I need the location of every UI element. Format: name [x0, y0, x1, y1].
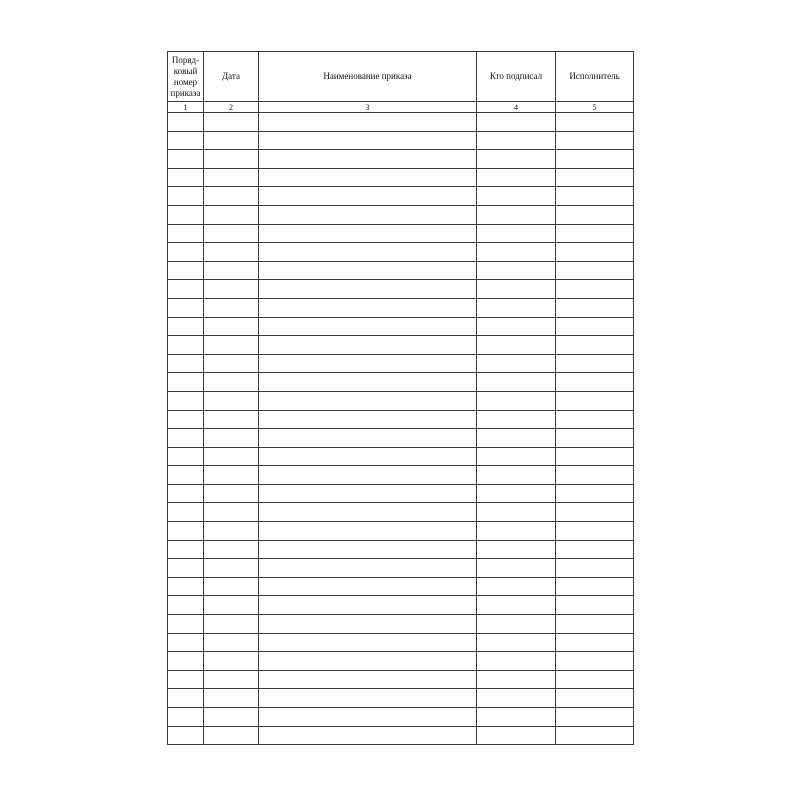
cell-order-title — [259, 243, 477, 262]
cell-signed-by — [477, 280, 556, 299]
cell-order-number — [168, 205, 204, 224]
table-row — [168, 484, 634, 503]
cell-order-title — [259, 187, 477, 206]
table-row — [168, 243, 634, 262]
cell-date — [204, 391, 259, 410]
column-number-row — [168, 102, 634, 113]
cell-executor — [556, 243, 634, 262]
cell-date — [204, 317, 259, 336]
cell-signed-by — [477, 391, 556, 410]
table-row — [168, 317, 634, 336]
cell-order-title — [259, 615, 477, 634]
cell-date — [204, 354, 259, 373]
column-header-signed-by: Кто подписал — [477, 52, 556, 102]
cell-executor — [556, 150, 634, 169]
cell-executor — [556, 131, 634, 150]
cell-order-title — [259, 503, 477, 522]
table-row — [168, 410, 634, 429]
cell-signed-by — [477, 503, 556, 522]
cell-signed-by — [477, 298, 556, 317]
cell-order-title — [259, 429, 477, 448]
cell-order-number — [168, 243, 204, 262]
cell-date — [204, 484, 259, 503]
cell-date — [204, 708, 259, 727]
cell-signed-by — [477, 205, 556, 224]
cell-order-number — [168, 336, 204, 355]
cell-date — [204, 689, 259, 708]
cell-executor — [556, 429, 634, 448]
cell-date — [204, 447, 259, 466]
cell-executor — [556, 224, 634, 243]
cell-order-title — [259, 150, 477, 169]
cell-signed-by — [477, 336, 556, 355]
cell-order-title — [259, 484, 477, 503]
cell-order-title — [259, 391, 477, 410]
cell-order-number — [168, 280, 204, 299]
table-row — [168, 689, 634, 708]
table-row — [168, 522, 634, 541]
cell-order-number — [168, 373, 204, 392]
column-number-4: 4 — [477, 102, 556, 113]
column-number-5: 5 — [556, 102, 634, 113]
cell-order-title — [259, 447, 477, 466]
order-register-sheet — [167, 51, 633, 749]
cell-executor — [556, 670, 634, 689]
table-row — [168, 447, 634, 466]
cell-date — [204, 559, 259, 578]
cell-signed-by — [477, 354, 556, 373]
cell-date — [204, 429, 259, 448]
cell-executor — [556, 354, 634, 373]
table-row — [168, 150, 634, 169]
table-row — [168, 615, 634, 634]
table-row — [168, 373, 634, 392]
table-row — [168, 224, 634, 243]
cell-signed-by — [477, 410, 556, 429]
register-body — [168, 113, 634, 745]
cell-executor — [556, 205, 634, 224]
cell-date — [204, 596, 259, 615]
cell-signed-by — [477, 243, 556, 262]
table-row — [168, 187, 634, 206]
cell-signed-by — [477, 522, 556, 541]
table-row — [168, 354, 634, 373]
table-row — [168, 577, 634, 596]
cell-executor — [556, 503, 634, 522]
cell-order-title — [259, 708, 477, 727]
cell-executor — [556, 615, 634, 634]
cell-executor — [556, 298, 634, 317]
table-row — [168, 670, 634, 689]
cell-order-title — [259, 168, 477, 187]
cell-order-title — [259, 113, 477, 132]
table-row — [168, 708, 634, 727]
cell-order-number — [168, 689, 204, 708]
cell-order-title — [259, 577, 477, 596]
table-row — [168, 466, 634, 485]
cell-signed-by — [477, 113, 556, 132]
cell-order-number — [168, 596, 204, 615]
cell-executor — [556, 559, 634, 578]
cell-order-number — [168, 150, 204, 169]
cell-order-number — [168, 168, 204, 187]
column-number-1: 1 — [168, 102, 204, 113]
cell-order-number — [168, 391, 204, 410]
cell-signed-by — [477, 373, 556, 392]
cell-date — [204, 168, 259, 187]
column-header-order-title: Наименование приказа — [259, 52, 477, 102]
cell-order-number — [168, 429, 204, 448]
cell-order-number — [168, 577, 204, 596]
cell-order-title — [259, 298, 477, 317]
cell-order-number — [168, 708, 204, 727]
cell-signed-by — [477, 187, 556, 206]
cell-executor — [556, 633, 634, 652]
cell-order-number — [168, 447, 204, 466]
cell-order-number — [168, 503, 204, 522]
cell-date — [204, 131, 259, 150]
cell-order-number — [168, 540, 204, 559]
cell-date — [204, 615, 259, 634]
cell-order-title — [259, 410, 477, 429]
cell-signed-by — [477, 633, 556, 652]
cell-executor — [556, 447, 634, 466]
cell-order-number — [168, 224, 204, 243]
cell-order-title — [259, 596, 477, 615]
header-row — [168, 52, 634, 102]
cell-order-title — [259, 224, 477, 243]
cell-signed-by — [477, 615, 556, 634]
cell-order-number — [168, 652, 204, 671]
cell-signed-by — [477, 670, 556, 689]
column-number-3: 3 — [259, 102, 477, 113]
cell-executor — [556, 596, 634, 615]
cell-signed-by — [477, 429, 556, 448]
cell-signed-by — [477, 261, 556, 280]
order-register-table — [167, 51, 634, 745]
cell-order-title — [259, 131, 477, 150]
cell-executor — [556, 708, 634, 727]
cell-date — [204, 466, 259, 485]
cell-order-number — [168, 670, 204, 689]
cell-order-number — [168, 522, 204, 541]
cell-order-number — [168, 187, 204, 206]
cell-order-number — [168, 410, 204, 429]
cell-order-title — [259, 466, 477, 485]
cell-signed-by — [477, 689, 556, 708]
cell-executor — [556, 652, 634, 671]
cell-date — [204, 633, 259, 652]
cell-date — [204, 224, 259, 243]
cell-executor — [556, 373, 634, 392]
cell-order-title — [259, 652, 477, 671]
table-row — [168, 503, 634, 522]
cell-order-title — [259, 689, 477, 708]
cell-order-number — [168, 113, 204, 132]
cell-executor — [556, 522, 634, 541]
cell-signed-by — [477, 596, 556, 615]
cell-order-title — [259, 205, 477, 224]
table-row — [168, 168, 634, 187]
cell-order-title — [259, 670, 477, 689]
cell-date — [204, 261, 259, 280]
cell-executor — [556, 280, 634, 299]
cell-signed-by — [477, 168, 556, 187]
cell-signed-by — [477, 652, 556, 671]
cell-date — [204, 540, 259, 559]
cell-date — [204, 298, 259, 317]
table-row — [168, 559, 634, 578]
table-row — [168, 280, 634, 299]
cell-date — [204, 187, 259, 206]
cell-signed-by — [477, 726, 556, 745]
cell-executor — [556, 317, 634, 336]
cell-date — [204, 522, 259, 541]
cell-order-title — [259, 726, 477, 745]
cell-order-number — [168, 484, 204, 503]
cell-order-title — [259, 559, 477, 578]
cell-signed-by — [477, 577, 556, 596]
table-row — [168, 336, 634, 355]
cell-executor — [556, 391, 634, 410]
column-number-2: 2 — [204, 102, 259, 113]
cell-order-number — [168, 559, 204, 578]
column-header-order-number: Поряд-ковый номер приказа — [168, 52, 204, 102]
cell-signed-by — [477, 540, 556, 559]
cell-date — [204, 280, 259, 299]
cell-executor — [556, 540, 634, 559]
cell-order-title — [259, 354, 477, 373]
cell-executor — [556, 261, 634, 280]
cell-date — [204, 205, 259, 224]
table-row — [168, 131, 634, 150]
cell-executor — [556, 187, 634, 206]
cell-order-number — [168, 633, 204, 652]
cell-order-number — [168, 261, 204, 280]
cell-date — [204, 726, 259, 745]
column-header-date: Дата — [204, 52, 259, 102]
table-row — [168, 298, 634, 317]
cell-order-title — [259, 633, 477, 652]
cell-date — [204, 336, 259, 355]
cell-date — [204, 113, 259, 132]
column-header-executor: Исполнитель — [556, 52, 634, 102]
cell-executor — [556, 410, 634, 429]
cell-order-title — [259, 261, 477, 280]
cell-date — [204, 577, 259, 596]
cell-executor — [556, 484, 634, 503]
cell-order-number — [168, 298, 204, 317]
cell-executor — [556, 466, 634, 485]
table-row — [168, 652, 634, 671]
cell-order-title — [259, 522, 477, 541]
table-row — [168, 205, 634, 224]
cell-order-number — [168, 317, 204, 336]
cell-signed-by — [477, 559, 556, 578]
cell-signed-by — [477, 131, 556, 150]
cell-signed-by — [477, 317, 556, 336]
table-row — [168, 391, 634, 410]
cell-date — [204, 410, 259, 429]
cell-order-number — [168, 726, 204, 745]
cell-order-number — [168, 131, 204, 150]
cell-signed-by — [477, 484, 556, 503]
cell-order-title — [259, 540, 477, 559]
cell-order-title — [259, 336, 477, 355]
cell-signed-by — [477, 150, 556, 169]
table-row — [168, 633, 634, 652]
cell-executor — [556, 726, 634, 745]
cell-date — [204, 150, 259, 169]
table-row — [168, 726, 634, 745]
cell-signed-by — [477, 708, 556, 727]
cell-order-number — [168, 615, 204, 634]
table-row — [168, 113, 634, 132]
cell-signed-by — [477, 466, 556, 485]
cell-order-number — [168, 354, 204, 373]
table-row — [168, 540, 634, 559]
cell-date — [204, 243, 259, 262]
cell-order-title — [259, 317, 477, 336]
cell-signed-by — [477, 224, 556, 243]
cell-date — [204, 670, 259, 689]
cell-date — [204, 373, 259, 392]
cell-order-title — [259, 373, 477, 392]
cell-executor — [556, 336, 634, 355]
table-row — [168, 596, 634, 615]
cell-executor — [556, 577, 634, 596]
cell-executor — [556, 689, 634, 708]
cell-order-title — [259, 280, 477, 299]
cell-date — [204, 503, 259, 522]
cell-executor — [556, 168, 634, 187]
table-row — [168, 261, 634, 280]
cell-date — [204, 652, 259, 671]
table-row — [168, 429, 634, 448]
cell-executor — [556, 113, 634, 132]
cell-order-number — [168, 466, 204, 485]
cell-signed-by — [477, 447, 556, 466]
